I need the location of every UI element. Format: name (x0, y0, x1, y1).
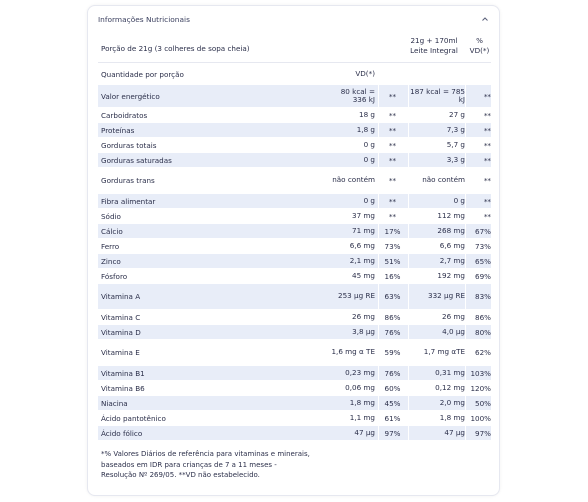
column-divider (408, 269, 409, 283)
amount-portion: 253 µg RE (338, 291, 375, 301)
column-divider (465, 224, 466, 238)
amount-portion: 80 kcal = 336 kJ (340, 86, 375, 104)
vd-with-milk: ** (483, 211, 491, 221)
vd-with-milk: 69% (475, 271, 491, 281)
column-divider (378, 194, 379, 208)
vd-with-milk: 80% (475, 327, 491, 337)
vd-portion: 60% (384, 383, 401, 393)
amount-with-milk: 1,7 mg αTE (423, 347, 465, 357)
table-row (98, 194, 491, 209)
vd-with-milk: 50% (475, 398, 491, 408)
nutrient-name: Vitamina B6 (101, 383, 145, 393)
vd-with-milk: ** (483, 155, 491, 165)
vd-with-milk: 97% (475, 428, 491, 438)
vd-with-milk: 120% (470, 383, 491, 393)
vd-portion: 63% (384, 292, 401, 301)
column-divider (378, 396, 379, 410)
table-row (98, 325, 491, 340)
column-divider (465, 209, 466, 223)
nutrient-name: Ácido pantotênico (101, 413, 166, 423)
column-divider (378, 138, 379, 152)
amount-portion: 37 mg (352, 210, 375, 220)
amount-portion: 2,1 mg (349, 255, 375, 265)
amount-with-milk: não contém (422, 175, 465, 185)
column-divider (378, 325, 379, 339)
vd-with-milk: ** (483, 140, 491, 150)
nutrient-name: Ferro (101, 241, 120, 251)
column-divider (408, 153, 409, 167)
column-divider (378, 411, 379, 425)
amount-with-milk: 187 kcal = 785 kJ (410, 86, 465, 104)
nutrient-name: Gorduras trans (101, 176, 155, 185)
vd-with-milk: ** (483, 176, 491, 185)
column-divider (378, 340, 379, 365)
panel-header[interactable] (88, 6, 499, 32)
table-row (98, 366, 491, 381)
table-row (98, 138, 491, 153)
amount-with-milk: 2,0 mg (439, 397, 465, 407)
vd-portion: ** (388, 196, 397, 206)
table-row (98, 254, 491, 269)
amount-with-milk: 6,6 mg (439, 240, 465, 250)
column-divider (465, 85, 466, 107)
amount-with-milk: 0 g (453, 195, 465, 205)
column-divider (408, 108, 409, 122)
amount-with-milk: 26 mg (442, 311, 465, 321)
column-divider (408, 381, 409, 395)
vd-portion: ** (388, 140, 397, 150)
vd-portion: 73% (384, 241, 401, 251)
amount-portion: 45 mg (352, 270, 375, 280)
amount-portion: 71 mg (352, 225, 375, 235)
column-divider (408, 168, 409, 193)
amount-with-milk: 3,3 g (446, 154, 465, 164)
vd-column-header (468, 36, 491, 56)
vd-with-milk: 100% (470, 413, 491, 423)
nutrient-name: Zinco (101, 256, 121, 266)
column-divider (378, 108, 379, 122)
column-divider (378, 426, 379, 440)
amount-with-milk: 112 mg (437, 210, 465, 220)
amount-portion: 6,6 mg (349, 240, 375, 250)
table-row (98, 108, 491, 123)
vd-portion: 76% (384, 327, 401, 337)
column-divider (408, 284, 409, 309)
column-divider (465, 310, 466, 324)
column-divider (465, 325, 466, 339)
table-row (98, 284, 491, 310)
nutrient-name: Sódio (101, 211, 121, 221)
amount-portion: 1,8 mg (349, 397, 375, 407)
nutrition-panel (87, 5, 500, 496)
column-divider (465, 138, 466, 152)
column-divider (378, 168, 379, 193)
vd-portion: ** (388, 155, 397, 165)
column-divider (465, 426, 466, 440)
amount-portion: 0 g (363, 139, 375, 149)
vd-with-milk: 86% (475, 312, 491, 322)
amount-portion: 47 µg (354, 427, 375, 437)
column-divider (465, 108, 466, 122)
amount-portion: 1,6 mg α TE (331, 347, 375, 357)
column-divider (465, 340, 466, 365)
nutrient-name: Niacina (101, 398, 128, 408)
column-divider (465, 254, 466, 268)
vd-portion: 97% (384, 428, 401, 438)
amount-with-milk: 4,0 µg (442, 326, 465, 336)
column-divider (408, 85, 409, 107)
amount-portion: 0 g (363, 154, 375, 164)
amount-portion: 3,8 µg (352, 326, 375, 336)
column-divider (465, 153, 466, 167)
table-row (98, 381, 491, 396)
table-row (98, 269, 491, 284)
column-divider (465, 284, 466, 309)
vd-portion: 76% (384, 368, 401, 378)
vd-with-milk: ** (483, 91, 491, 101)
serving-column-header (404, 36, 464, 56)
serving-header (98, 33, 491, 63)
vd-with-milk: ** (483, 125, 491, 135)
column-divider (465, 168, 466, 193)
column-divider (465, 239, 466, 253)
column-divider (465, 411, 466, 425)
column-divider (378, 269, 379, 283)
column-divider (408, 194, 409, 208)
amount-portion: 0,23 mg (345, 367, 375, 377)
column-divider (408, 123, 409, 137)
column-divider (378, 85, 379, 107)
amount-with-milk: 0,12 mg (435, 382, 465, 392)
vd-portion: ** (388, 125, 397, 135)
table-row (98, 209, 491, 224)
column-divider (378, 224, 379, 238)
vd-with-milk: 67% (475, 226, 491, 236)
nutrient-name: Fósforo (101, 271, 128, 281)
amount-portion: 1,8 g (356, 124, 375, 134)
column-divider (465, 269, 466, 283)
column-divider (378, 209, 379, 223)
column-divider (378, 310, 379, 324)
amount-with-milk: 332 µg RE (428, 291, 465, 301)
vd-portion: 59% (384, 348, 401, 357)
vd-portion: 51% (384, 256, 401, 266)
vd-line-1: % (476, 36, 483, 45)
panel-title: Informações Nutricionais (98, 15, 190, 24)
footnote-line-2: baseados em IDR para crianças de 7 a 11 meses - (101, 460, 277, 469)
amount-portion: 26 mg (352, 311, 375, 321)
column-divider (408, 366, 409, 380)
serving-line-2: Leite Integral (410, 46, 458, 55)
chevron-up-icon[interactable] (481, 15, 489, 23)
vd-with-milk: 65% (475, 256, 491, 266)
table-row (98, 168, 491, 194)
column-divider (408, 254, 409, 268)
table-row (98, 123, 491, 138)
column-divider (408, 426, 409, 440)
amount-portion: 1,1 mg (349, 412, 375, 422)
table-row (98, 396, 491, 411)
table-row (98, 153, 491, 168)
amount-with-milk: 268 mg (437, 225, 465, 235)
nutrient-name: Vitamina C (101, 312, 141, 322)
column-divider (378, 123, 379, 137)
amount-with-milk: 7,3 g (446, 124, 465, 134)
table-row (98, 85, 491, 108)
column-divider (408, 209, 409, 223)
amount-portion: 18 g (359, 109, 375, 119)
table-row (98, 239, 491, 254)
vd-portion: 17% (384, 226, 401, 236)
column-divider (465, 123, 466, 137)
vd-line-2: VD(*) (469, 46, 490, 55)
vd-portion: 45% (384, 398, 401, 408)
column-divider (465, 366, 466, 380)
serving-line-1: 21g + 170ml (410, 36, 458, 45)
vd-with-milk: 62% (475, 348, 491, 357)
vd-portion: ** (388, 176, 397, 185)
amount-portion: 0 g (363, 195, 375, 205)
column-header-row (98, 64, 491, 85)
quantity-header: Quantidade por porção (101, 69, 184, 79)
nutrient-name: Vitamina D (101, 327, 141, 337)
column-divider (408, 138, 409, 152)
column-divider (465, 381, 466, 395)
nutrient-name: Gorduras totais (101, 140, 157, 150)
nutrient-name: Carboidratos (101, 110, 148, 120)
amount-with-milk: 27 g (449, 109, 465, 119)
vd-with-milk: ** (483, 196, 491, 206)
column-divider (378, 366, 379, 380)
column-divider (408, 310, 409, 324)
nutrient-name: Cálcio (101, 226, 123, 236)
column-divider (378, 284, 379, 309)
amount-with-milk: 192 mg (437, 270, 465, 280)
amount-with-milk: 5,7 g (446, 139, 465, 149)
nutrient-name: Vitamina B1 (101, 368, 145, 378)
portion-label: Porção de 21g (3 colheres de sopa cheia) (101, 44, 250, 53)
column-divider (408, 239, 409, 253)
vd-header: VD(*) (355, 68, 375, 78)
vd-with-milk: 103% (470, 368, 491, 378)
column-divider (378, 381, 379, 395)
vd-with-milk: 83% (475, 292, 491, 301)
table-row (98, 340, 491, 366)
footnote (101, 449, 431, 481)
vd-portion: 16% (384, 271, 401, 281)
vd-portion: ** (388, 110, 397, 120)
amount-with-milk: 1,8 mg (439, 412, 465, 422)
nutrient-name: Ácido fólico (101, 428, 143, 438)
nutrient-name: Vitamina A (101, 292, 141, 301)
vd-portion: ** (388, 211, 397, 221)
footnote-line-1: *% Valores Diários de referência para vitaminas e minerais, (101, 450, 310, 458)
vd-portion: ** (388, 91, 397, 101)
column-divider (465, 194, 466, 208)
nutrient-name: Vitamina E (101, 348, 140, 357)
amount-with-milk: 47 µg (444, 427, 465, 437)
column-divider (408, 224, 409, 238)
column-divider (408, 340, 409, 365)
column-divider (465, 396, 466, 410)
vd-with-milk: ** (483, 110, 491, 120)
table-row (98, 411, 491, 426)
vd-portion: 86% (384, 312, 401, 322)
footnote-line-3: Resolução Nº 269/05. **VD não estabelecido. (101, 471, 260, 479)
column-divider (408, 396, 409, 410)
amount-portion: não contém (332, 175, 375, 185)
column-divider (378, 254, 379, 268)
nutrient-name: Valor energético (101, 91, 160, 101)
table-row (98, 426, 491, 441)
amount-with-milk: 2,7 mg (439, 255, 465, 265)
nutrient-name: Proteínas (101, 125, 135, 135)
nutrient-name: Gorduras saturadas (101, 155, 172, 165)
column-divider (378, 239, 379, 253)
nutrient-name: Fibra alimentar (101, 196, 156, 206)
table-row (98, 224, 491, 239)
column-divider (408, 325, 409, 339)
column-divider (378, 153, 379, 167)
nutrition-table (98, 64, 491, 441)
vd-portion: 61% (384, 413, 401, 423)
amount-with-milk: 0,31 mg (435, 367, 465, 377)
vd-with-milk: 73% (475, 241, 491, 251)
table-row (98, 310, 491, 325)
amount-portion: 0,06 mg (345, 382, 375, 392)
column-divider (408, 411, 409, 425)
